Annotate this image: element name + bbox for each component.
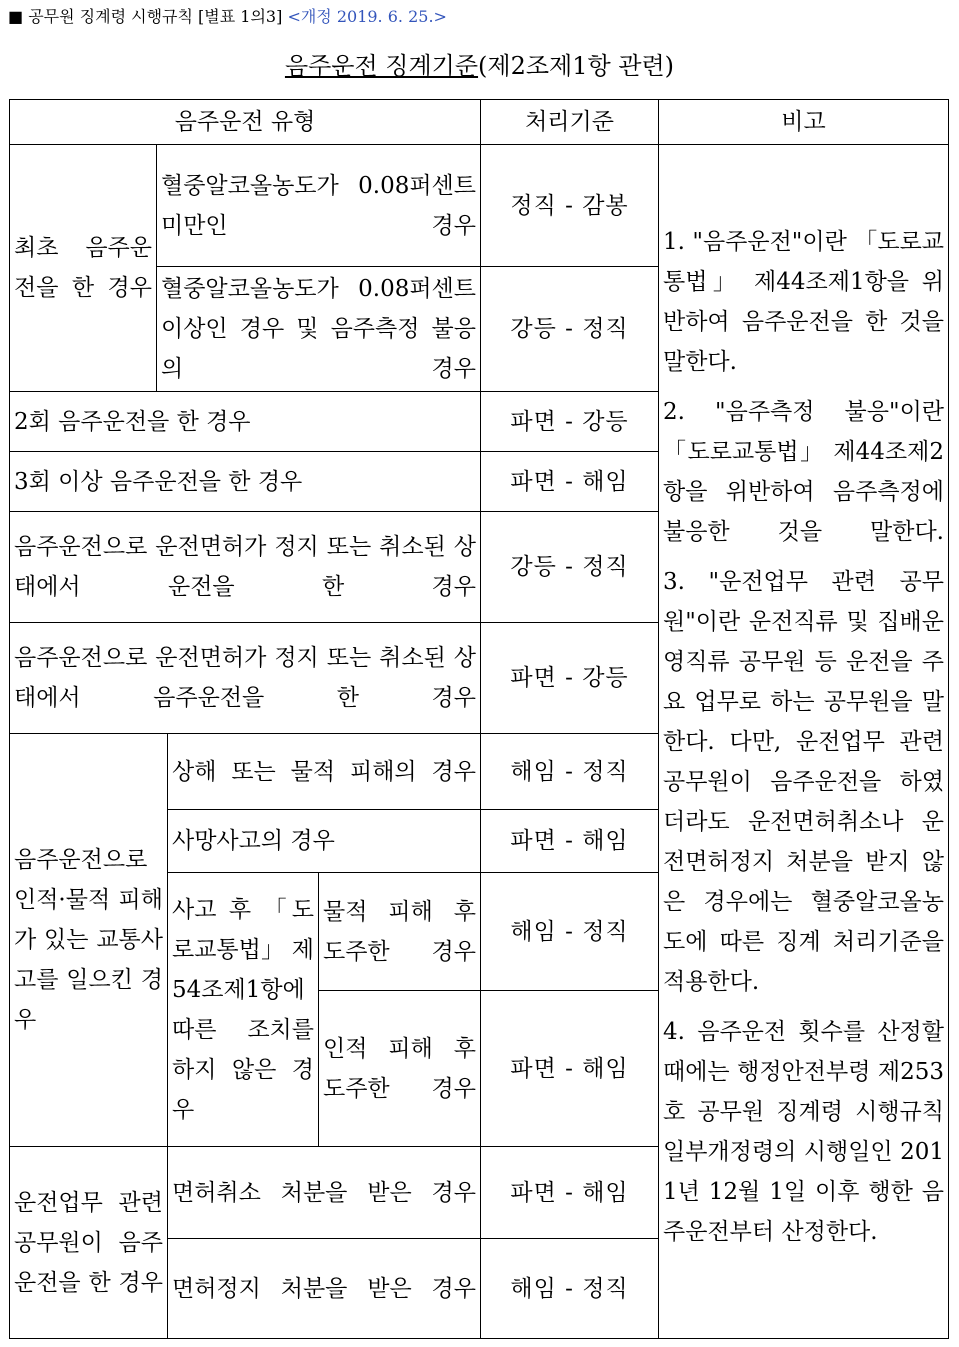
driving-duty-suspended-std: 해임 - 정직	[481, 1239, 659, 1339]
title-main: 음주운전 징계기준	[284, 52, 479, 80]
driving-duty-revoked-std: 파면 - 해임	[481, 1147, 659, 1239]
first-offense-below-desc: 혈중알코올농도가 0.08퍼센트 미만인 경우	[157, 145, 481, 267]
penalty-table	[9, 99, 949, 1339]
accident-death-desc: 사망사고의 경우	[168, 810, 481, 873]
amendment-date: <개정 2019. 6. 25.>	[287, 7, 447, 26]
first-offense-label: 최초 음주운전을 한 경우	[10, 145, 157, 392]
driving-duty-revoked-desc: 면허취소 처분을 받은 경우	[168, 1147, 481, 1239]
license-suspended-drunk-std: 파면 - 강등	[481, 623, 659, 734]
header-remarks: 비고	[659, 100, 949, 145]
remark-1: 1. "음주운전"이란 「도로교통법」 제44조제1항을 위반하여 음주운전을 한 것을 말한다.	[663, 228, 944, 375]
header-standard: 처리기준	[481, 100, 659, 145]
personal-flee-desc: 인적 피해 후 도주한 경우	[319, 991, 481, 1147]
first-offense-above-std: 강등 - 정직	[481, 267, 659, 392]
remark-3: 3. "운전업무 관련 공무원"이란 운전직류 및 집배운영직류 공무원 등 운전을 주요 업무로 하는 공무원을 말한다. 다만, 운전업무 관련 공무원이 음주운전을 하였더라도 운전면허취소나 운전면허정지 처분을 받지 않은 경우에는 혈중알코올농도에 따른 징계 처리기준을 적용한다.	[663, 568, 944, 995]
driving-duty-suspended-desc: 면허정지 처분을 받은 경우	[168, 1239, 481, 1339]
license-suspended-std: 강등 - 정직	[481, 512, 659, 623]
header-square-icon: ■	[8, 7, 24, 26]
hit-and-run-label: 사고 후 「도로교통법」 제54조제1항에 따른 조치를 하지 않은 경우	[168, 873, 319, 1147]
table-header-row	[10, 100, 949, 145]
driving-duty-label: 운전업무 관련 공무원이 음주운전을 한 경우	[10, 1147, 168, 1339]
header-type: 음주운전 유형	[10, 100, 481, 145]
accident-label: 음주운전으로 인적·물적 피해가 있는 교통사고를 일으킨 경우	[10, 734, 168, 1147]
table-row	[10, 145, 949, 267]
third-offense-desc: 3회 이상 음주운전을 한 경우	[10, 452, 481, 512]
license-suspended-desc: 음주운전으로 운전면허가 정지 또는 취소된 상태에서 운전을 한 경우	[10, 512, 481, 623]
accident-injury-std: 해임 - 정직	[481, 734, 659, 810]
license-suspended-drunk-desc: 음주운전으로 운전면허가 정지 또는 취소된 상태에서 음주운전을 한 경우	[10, 623, 481, 734]
third-offense-std: 파면 - 해임	[481, 452, 659, 512]
first-offense-above-desc: 혈중알코올농도가 0.08퍼센트 이상인 경우 및 음주측정 불응의 경우	[157, 267, 481, 392]
property-flee-std: 해임 - 정직	[481, 873, 659, 991]
remark-2: 2. "음주측정 불응"이란 「도로교통법」 제44조제2항을 위반하여 음주측정에 불응한 것을 말한다.	[663, 398, 944, 545]
personal-flee-std: 파면 - 해임	[481, 991, 659, 1147]
accident-injury-desc: 상해 또는 물적 피해의 경우	[168, 734, 481, 810]
property-flee-desc: 물적 피해 후 도주한 경우	[319, 873, 481, 991]
remarks-cell	[659, 145, 949, 1339]
remark-4: 4. 음주운전 횟수를 산정할 때에는 행정안전부령 제253호 공무원 징계령 시행규칙 일부개정령의 시행일인 2011년 12월 1일 이후 행한 음주운전부터 산정한다.	[663, 1018, 944, 1245]
document-header	[8, 4, 447, 27]
second-offense-std: 파면 - 강등	[481, 392, 659, 452]
title-sub: (제2조제1항 관련)	[478, 52, 675, 80]
page-title	[0, 46, 959, 81]
accident-death-std: 파면 - 해임	[481, 810, 659, 873]
second-offense-desc: 2회 음주운전을 한 경우	[10, 392, 481, 452]
first-offense-below-std: 정직 - 감봉	[481, 145, 659, 267]
header-text: 공무원 징계령 시행규칙 [별표 1의3]	[28, 7, 283, 26]
